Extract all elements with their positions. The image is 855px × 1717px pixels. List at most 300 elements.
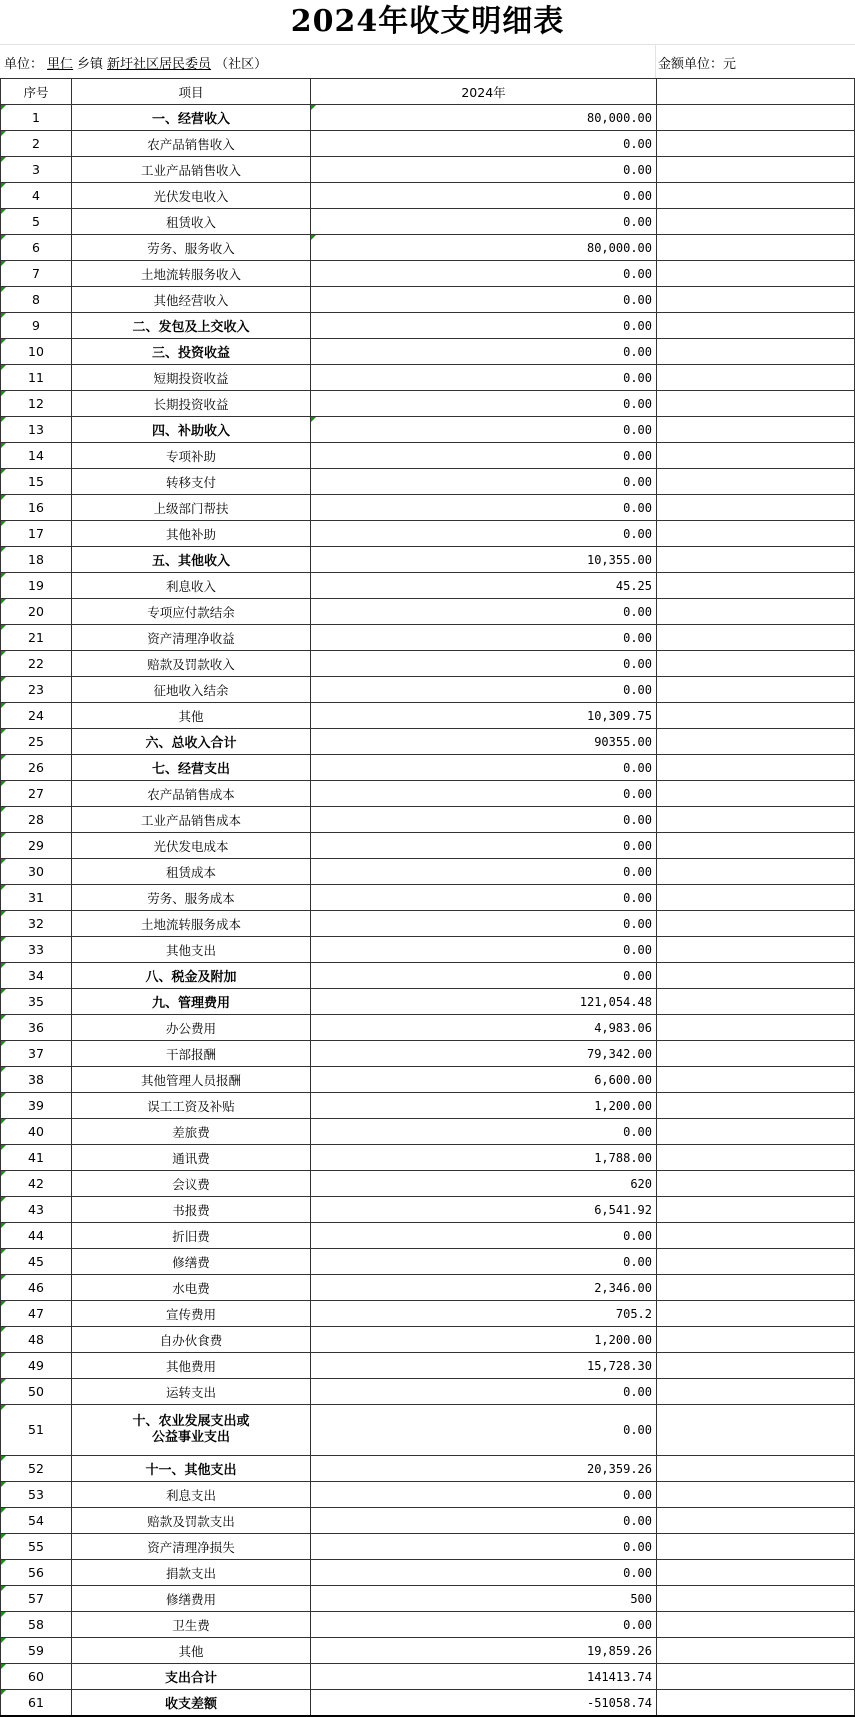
blank-cell[interactable] xyxy=(657,755,855,781)
value-cell[interactable] xyxy=(311,365,657,391)
value-cell[interactable] xyxy=(311,469,657,495)
value-cell[interactable] xyxy=(311,1560,657,1586)
row-number-cell[interactable] xyxy=(1,599,72,625)
value-cell[interactable] xyxy=(311,1664,657,1690)
row-number-cell[interactable] xyxy=(1,781,72,807)
item-cell[interactable] xyxy=(72,703,311,729)
item-cell[interactable] xyxy=(72,1171,311,1197)
row-number-cell[interactable] xyxy=(1,885,72,911)
blank-cell[interactable] xyxy=(657,235,855,261)
value-cell[interactable] xyxy=(311,989,657,1015)
table-row xyxy=(1,1301,855,1327)
item-cell[interactable] xyxy=(72,677,311,703)
blank-cell[interactable] xyxy=(657,105,855,131)
item-cell[interactable] xyxy=(72,963,311,989)
value-cell[interactable] xyxy=(311,1638,657,1664)
blank-cell[interactable] xyxy=(657,443,855,469)
item-cell[interactable] xyxy=(72,885,311,911)
value-cell[interactable] xyxy=(311,599,657,625)
item-cell[interactable] xyxy=(72,131,311,157)
value-cell[interactable] xyxy=(311,547,657,573)
row-number-cell[interactable] xyxy=(1,1690,72,1717)
blank-cell[interactable] xyxy=(657,417,855,443)
value-cell[interactable] xyxy=(311,937,657,963)
value: 6,600.00 xyxy=(594,1072,652,1087)
row-number-cell[interactable] xyxy=(1,521,72,547)
item-cell[interactable] xyxy=(72,1560,311,1586)
item-cell[interactable] xyxy=(72,1041,311,1067)
value-cell[interactable] xyxy=(311,1041,657,1067)
item-label: 资产清理净收益 xyxy=(147,630,235,646)
row-number: 24 xyxy=(28,708,44,723)
item-cell[interactable] xyxy=(72,599,311,625)
row-number-cell[interactable] xyxy=(1,573,72,599)
value-cell[interactable] xyxy=(311,1145,657,1171)
value-cell[interactable] xyxy=(311,807,657,833)
cell-note-marker-icon xyxy=(1,1015,6,1020)
value: 0.00 xyxy=(623,812,652,827)
row-number-cell[interactable] xyxy=(1,677,72,703)
blank-cell[interactable] xyxy=(657,495,855,521)
value-cell[interactable] xyxy=(311,755,657,781)
item-cell[interactable] xyxy=(72,651,311,677)
blank-cell[interactable] xyxy=(657,677,855,703)
blank-cell[interactable] xyxy=(657,1223,855,1249)
item-cell[interactable] xyxy=(72,417,311,443)
item-cell[interactable] xyxy=(72,209,311,235)
row-number-cell[interactable] xyxy=(1,989,72,1015)
row-number: 20 xyxy=(28,604,44,619)
row-number-cell[interactable] xyxy=(1,339,72,365)
divider xyxy=(655,45,656,79)
item-cell[interactable] xyxy=(72,443,311,469)
blank-cell[interactable] xyxy=(657,1664,855,1690)
value-cell[interactable] xyxy=(311,1586,657,1612)
row-number-cell[interactable] xyxy=(1,1093,72,1119)
value-cell[interactable] xyxy=(311,625,657,651)
row-number-cell[interactable] xyxy=(1,157,72,183)
value-cell[interactable] xyxy=(311,911,657,937)
row-number-cell[interactable] xyxy=(1,1301,72,1327)
value-cell[interactable] xyxy=(311,729,657,755)
row-number-cell[interactable] xyxy=(1,755,72,781)
row-number: 37 xyxy=(28,1046,44,1061)
row-number-cell[interactable] xyxy=(1,547,72,573)
item-cell[interactable] xyxy=(72,1145,311,1171)
item-cell[interactable] xyxy=(72,781,311,807)
cell-note-marker-icon xyxy=(1,1586,6,1591)
row-number: 55 xyxy=(28,1539,44,1554)
blank-cell[interactable] xyxy=(657,1171,855,1197)
blank-cell[interactable] xyxy=(657,313,855,339)
row-number: 30 xyxy=(28,864,44,879)
item-cell[interactable] xyxy=(72,287,311,313)
item-label: 运转支出 xyxy=(165,1384,216,1400)
row-number-cell[interactable] xyxy=(1,729,72,755)
row-number: 25 xyxy=(28,734,44,749)
item-cell[interactable] xyxy=(72,625,311,651)
item-cell[interactable] xyxy=(72,1638,311,1664)
value-cell[interactable] xyxy=(311,1067,657,1093)
value-cell[interactable] xyxy=(311,703,657,729)
item-cell[interactable] xyxy=(72,807,311,833)
blank-cell[interactable] xyxy=(657,209,855,235)
blank-cell[interactable] xyxy=(657,1353,855,1379)
blank-cell[interactable] xyxy=(657,1612,855,1638)
row-number-cell[interactable] xyxy=(1,443,72,469)
value-cell[interactable] xyxy=(311,833,657,859)
blank-cell[interactable] xyxy=(657,1690,855,1717)
item-cell[interactable] xyxy=(72,339,311,365)
blank-cell[interactable] xyxy=(657,391,855,417)
blank-cell[interactable] xyxy=(657,1041,855,1067)
row-number-cell[interactable] xyxy=(1,235,72,261)
row-number-cell[interactable] xyxy=(1,911,72,937)
item-cell[interactable] xyxy=(72,1456,311,1482)
blank-cell[interactable] xyxy=(657,365,855,391)
blank-cell[interactable] xyxy=(657,1327,855,1353)
cell-note-marker-icon xyxy=(1,235,6,240)
table-row xyxy=(1,339,855,365)
blank-cell[interactable] xyxy=(657,1301,855,1327)
value-cell[interactable] xyxy=(311,495,657,521)
blank-cell[interactable] xyxy=(657,651,855,677)
blank-cell[interactable] xyxy=(657,833,855,859)
item-cell[interactable] xyxy=(72,1405,311,1456)
row-number-cell[interactable] xyxy=(1,1067,72,1093)
item-cell[interactable] xyxy=(72,1067,311,1093)
value-cell[interactable] xyxy=(311,677,657,703)
value-cell[interactable] xyxy=(311,1301,657,1327)
value-cell[interactable] xyxy=(311,287,657,313)
item-label: 利息收入 xyxy=(165,578,216,594)
item-cell[interactable] xyxy=(72,1249,311,1275)
blank-cell[interactable] xyxy=(657,1379,855,1405)
row-number-cell[interactable] xyxy=(1,131,72,157)
table-row xyxy=(1,833,855,859)
item-label: 四、补助收入 xyxy=(151,424,230,439)
item-label: 劳务、服务收入 xyxy=(147,240,235,256)
table-row xyxy=(1,625,855,651)
row-number-cell[interactable] xyxy=(1,105,72,131)
value-cell[interactable] xyxy=(311,859,657,885)
table-row xyxy=(1,1119,855,1145)
row-number-cell[interactable] xyxy=(1,1456,72,1482)
blank-cell[interactable] xyxy=(657,963,855,989)
blank-cell[interactable] xyxy=(657,1638,855,1664)
row-number-cell[interactable] xyxy=(1,1249,72,1275)
value-cell[interactable] xyxy=(311,651,657,677)
value-cell[interactable] xyxy=(311,1353,657,1379)
row-number-cell[interactable] xyxy=(1,1145,72,1171)
item-label: 征地收入结余 xyxy=(153,682,229,698)
row-number-cell[interactable] xyxy=(1,651,72,677)
value-cell[interactable] xyxy=(311,209,657,235)
value-cell[interactable] xyxy=(311,1223,657,1249)
item-cell[interactable] xyxy=(72,755,311,781)
value-cell[interactable] xyxy=(311,391,657,417)
item-cell[interactable] xyxy=(72,1612,311,1638)
blank-cell[interactable] xyxy=(657,573,855,599)
item-cell[interactable] xyxy=(72,105,311,131)
row-number-cell[interactable] xyxy=(1,365,72,391)
item-cell[interactable] xyxy=(72,1482,311,1508)
row-number-cell[interactable] xyxy=(1,209,72,235)
blank-cell[interactable] xyxy=(657,937,855,963)
row-number: 54 xyxy=(28,1513,44,1528)
value-cell[interactable] xyxy=(311,1456,657,1482)
blank-cell[interactable] xyxy=(657,1560,855,1586)
row-number-cell[interactable] xyxy=(1,833,72,859)
blank-cell[interactable] xyxy=(657,599,855,625)
row-number-cell[interactable] xyxy=(1,807,72,833)
blank-cell[interactable] xyxy=(657,1249,855,1275)
row-number-cell[interactable] xyxy=(1,469,72,495)
item-label: 赔款及罚款收入 xyxy=(147,656,235,672)
blank-cell[interactable] xyxy=(657,521,855,547)
cell-note-marker-icon xyxy=(1,183,6,188)
row-number: 61 xyxy=(28,1695,44,1710)
item-cell[interactable] xyxy=(72,573,311,599)
item-cell[interactable] xyxy=(72,365,311,391)
row-number-cell[interactable] xyxy=(1,1534,72,1560)
item-cell[interactable] xyxy=(72,469,311,495)
cell-note-marker-icon xyxy=(1,1041,6,1046)
item-cell[interactable] xyxy=(72,1197,311,1223)
value-cell[interactable] xyxy=(311,885,657,911)
blank-cell[interactable] xyxy=(657,781,855,807)
item-cell[interactable] xyxy=(72,937,311,963)
value: 0.00 xyxy=(623,1124,652,1139)
row-number-cell[interactable] xyxy=(1,1119,72,1145)
item-cell[interactable] xyxy=(72,911,311,937)
blank-cell[interactable] xyxy=(657,261,855,287)
item-cell[interactable] xyxy=(72,833,311,859)
value-cell[interactable] xyxy=(311,183,657,209)
row-number-cell[interactable] xyxy=(1,313,72,339)
blank-cell[interactable] xyxy=(657,1067,855,1093)
blank-cell[interactable] xyxy=(657,885,855,911)
blank-cell[interactable] xyxy=(657,1508,855,1534)
value-cell[interactable] xyxy=(311,1612,657,1638)
item-cell[interactable] xyxy=(72,1327,311,1353)
value-cell[interactable] xyxy=(311,1508,657,1534)
blank-cell[interactable] xyxy=(657,989,855,1015)
value-cell[interactable] xyxy=(311,261,657,287)
item-cell[interactable] xyxy=(72,1093,311,1119)
row-number-cell[interactable] xyxy=(1,859,72,885)
blank-cell[interactable] xyxy=(657,807,855,833)
value-cell[interactable] xyxy=(311,157,657,183)
blank-cell[interactable] xyxy=(657,157,855,183)
value: 10,309.75 xyxy=(586,708,652,723)
item-cell[interactable] xyxy=(72,1015,311,1041)
item-cell[interactable] xyxy=(72,547,311,573)
value-cell[interactable] xyxy=(311,573,657,599)
value-cell[interactable] xyxy=(311,781,657,807)
value-cell[interactable] xyxy=(311,963,657,989)
blank-cell[interactable] xyxy=(657,547,855,573)
blank-cell[interactable] xyxy=(657,1534,855,1560)
row-number-cell[interactable] xyxy=(1,1327,72,1353)
blank-cell[interactable] xyxy=(657,911,855,937)
blank-cell[interactable] xyxy=(657,131,855,157)
row-number-cell[interactable] xyxy=(1,1353,72,1379)
row-number-cell[interactable] xyxy=(1,1015,72,1041)
cell-note-marker-icon xyxy=(1,287,6,292)
row-number: 58 xyxy=(28,1617,44,1632)
row-number-cell[interactable] xyxy=(1,1482,72,1508)
item-cell[interactable] xyxy=(72,1664,311,1690)
value: -51058.74 xyxy=(586,1695,652,1710)
item-label: 捐款支出 xyxy=(165,1565,216,1581)
value: 10,355.00 xyxy=(586,552,652,567)
value-cell[interactable] xyxy=(311,1015,657,1041)
item-label: 其他管理人员报酬 xyxy=(140,1072,241,1088)
row-number: 13 xyxy=(28,422,44,437)
blank-cell[interactable] xyxy=(657,859,855,885)
sheet-title: 2024年收支明细表 xyxy=(290,4,565,39)
value-cell[interactable] xyxy=(311,1482,657,1508)
cell-note-marker-icon xyxy=(1,1638,6,1643)
item-cell[interactable] xyxy=(72,1353,311,1379)
item-label: 宣传费用 xyxy=(165,1306,216,1322)
row-number-cell[interactable] xyxy=(1,703,72,729)
cell-note-marker-icon xyxy=(1,1249,6,1254)
item-label: 六、总收入合计 xyxy=(145,736,237,751)
row-number-cell[interactable] xyxy=(1,1041,72,1067)
row-number-cell[interactable] xyxy=(1,495,72,521)
item-cell[interactable] xyxy=(72,1379,311,1405)
row-number-cell[interactable] xyxy=(1,391,72,417)
item-cell[interactable] xyxy=(72,261,311,287)
item-cell[interactable] xyxy=(72,1534,311,1560)
item-cell[interactable] xyxy=(72,859,311,885)
row-number-cell[interactable] xyxy=(1,1508,72,1534)
blank-cell[interactable] xyxy=(657,183,855,209)
row-number-cell[interactable] xyxy=(1,1223,72,1249)
item-cell[interactable] xyxy=(72,183,311,209)
item-cell[interactable] xyxy=(72,1508,311,1534)
value-cell[interactable] xyxy=(311,1249,657,1275)
item-label: 九、管理费用 xyxy=(151,996,230,1011)
value-cell[interactable] xyxy=(311,1327,657,1353)
blank-cell[interactable] xyxy=(657,1586,855,1612)
row-number-cell[interactable] xyxy=(1,1638,72,1664)
blank-cell[interactable] xyxy=(657,1145,855,1171)
value-cell[interactable] xyxy=(311,1690,657,1717)
item-cell[interactable] xyxy=(72,1690,311,1717)
blank-cell[interactable] xyxy=(657,703,855,729)
blank-cell[interactable] xyxy=(657,339,855,365)
table-body xyxy=(1,105,855,1717)
row-number-cell[interactable] xyxy=(1,183,72,209)
cell-note-marker-icon xyxy=(1,937,6,942)
value-cell[interactable] xyxy=(311,339,657,365)
row-number-cell[interactable] xyxy=(1,1612,72,1638)
item-cell[interactable] xyxy=(72,495,311,521)
item-cell[interactable] xyxy=(72,235,311,261)
cell-note-marker-icon xyxy=(1,157,6,162)
item-cell[interactable] xyxy=(72,1301,311,1327)
row-number-cell[interactable] xyxy=(1,963,72,989)
value-cell[interactable] xyxy=(311,1197,657,1223)
row-number-cell[interactable] xyxy=(1,937,72,963)
value-cell[interactable] xyxy=(311,1275,657,1301)
row-number-cell[interactable] xyxy=(1,287,72,313)
row-number: 36 xyxy=(28,1020,44,1035)
blank-cell[interactable] xyxy=(657,729,855,755)
value-cell[interactable] xyxy=(311,1379,657,1405)
row-number-cell[interactable] xyxy=(1,1560,72,1586)
value-cell[interactable] xyxy=(311,105,657,131)
item-cell[interactable] xyxy=(72,391,311,417)
blank-cell[interactable] xyxy=(657,1119,855,1145)
blank-cell[interactable] xyxy=(657,469,855,495)
item-cell[interactable] xyxy=(72,729,311,755)
row-number-cell[interactable] xyxy=(1,1275,72,1301)
value-cell[interactable] xyxy=(311,443,657,469)
item-cell[interactable] xyxy=(72,157,311,183)
blank-cell[interactable] xyxy=(657,1197,855,1223)
row-number-cell[interactable] xyxy=(1,1405,72,1456)
blank-cell[interactable] xyxy=(657,1093,855,1119)
blank-cell[interactable] xyxy=(657,625,855,651)
value-cell[interactable] xyxy=(311,1119,657,1145)
blank-cell[interactable] xyxy=(657,1482,855,1508)
table-row xyxy=(1,1586,855,1612)
item-label: 干部报酬 xyxy=(165,1046,216,1062)
value: 2,346.00 xyxy=(594,1280,652,1295)
item-cell[interactable] xyxy=(72,989,311,1015)
item-cell[interactable] xyxy=(72,1223,311,1249)
value-cell[interactable] xyxy=(311,417,657,443)
item-cell[interactable] xyxy=(72,1275,311,1301)
value-cell[interactable] xyxy=(311,313,657,339)
blank-cell[interactable] xyxy=(657,1456,855,1482)
row-number: 59 xyxy=(28,1643,44,1658)
value-cell[interactable] xyxy=(311,131,657,157)
item-cell[interactable] xyxy=(72,1586,311,1612)
row-number-cell[interactable] xyxy=(1,1171,72,1197)
row-number-cell[interactable] xyxy=(1,261,72,287)
value-cell[interactable] xyxy=(311,1093,657,1119)
value-cell[interactable] xyxy=(311,1171,657,1197)
value: 121,054.48 xyxy=(579,994,652,1009)
row-number-cell[interactable] xyxy=(1,625,72,651)
row-number-cell[interactable] xyxy=(1,1664,72,1690)
item-label: 资产清理净损失 xyxy=(147,1539,235,1555)
value-cell[interactable] xyxy=(311,235,657,261)
value-cell[interactable] xyxy=(311,1405,657,1456)
blank-cell[interactable] xyxy=(657,1405,855,1456)
value-cell[interactable] xyxy=(311,1534,657,1560)
blank-cell[interactable] xyxy=(657,287,855,313)
row-number-cell[interactable] xyxy=(1,417,72,443)
value-cell[interactable] xyxy=(311,521,657,547)
item-cell[interactable] xyxy=(72,313,311,339)
item-label: 租赁收入 xyxy=(165,214,216,230)
item-label: 土地流转服务收入 xyxy=(140,266,241,282)
item-cell[interactable] xyxy=(72,521,311,547)
blank-cell[interactable] xyxy=(657,1275,855,1301)
row-number-cell[interactable] xyxy=(1,1197,72,1223)
blank-cell[interactable] xyxy=(657,1015,855,1041)
item-cell[interactable] xyxy=(72,1119,311,1145)
item-label: 办公费用 xyxy=(165,1020,216,1036)
row-number-cell[interactable] xyxy=(1,1586,72,1612)
row-number-cell[interactable] xyxy=(1,1379,72,1405)
